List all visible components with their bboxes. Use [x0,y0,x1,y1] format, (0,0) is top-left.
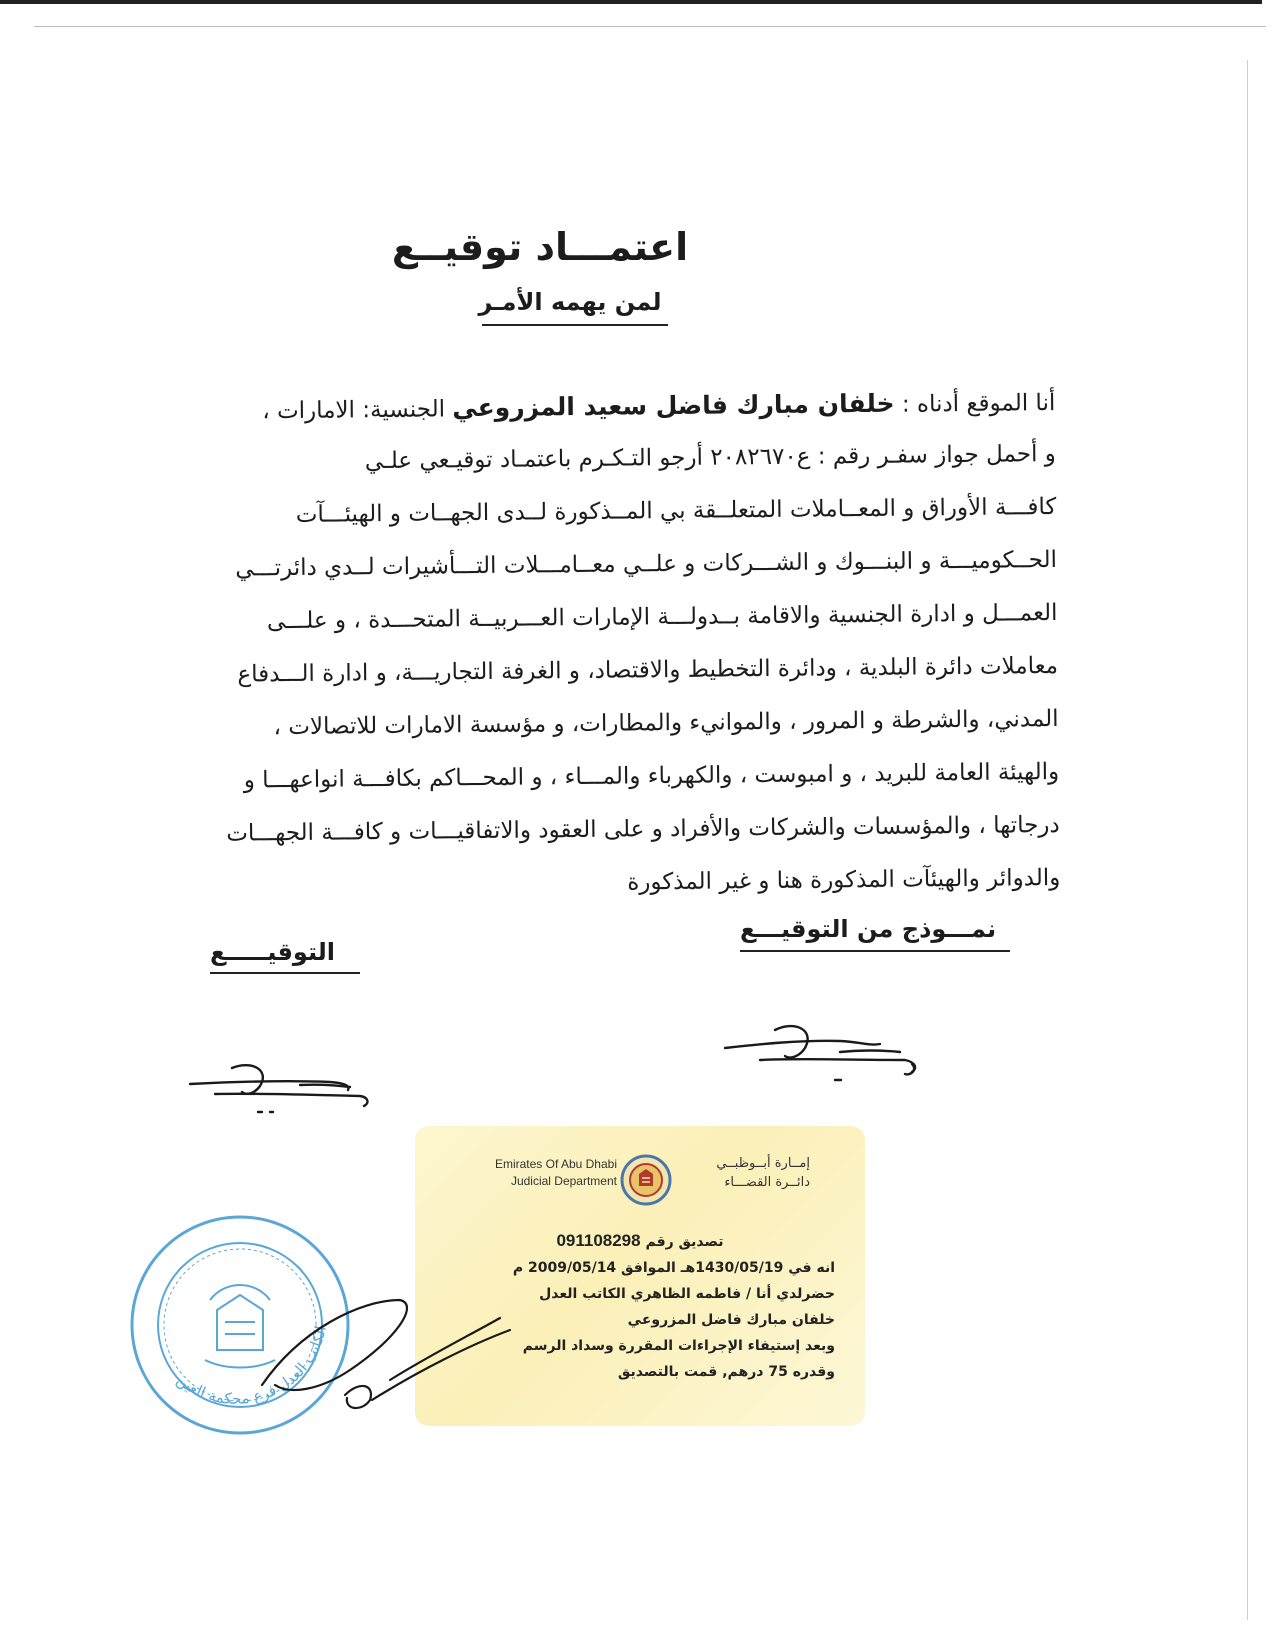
notary-line-4: خلفان مبارك فاضل المزروعي [627,1312,835,1328]
body-line-4: الحــكوميـــة و البنـــوك و الشـــركات و علــي معــامـــلات التـــأشيرات لــدي دائرتـــي [235,546,1058,582]
notary-line-6: وقدره 75 درهم, قمت بالتصديق [617,1364,835,1380]
signature-label: التوقيـــــع [210,938,336,966]
signer-name: خلفان مبارك فاضل سعيد المزروعي [452,388,895,423]
stamp-english-line2: Judicial Department [510,1174,617,1188]
stamp-english-line1: Emirates Of Abu Dhabi [494,1157,617,1171]
body-line-3: كافـــة الأوراق و المعــاملات المتعلــقة بي المــذكورة لــدى الجهــات و الهيئـــآت [295,493,1057,528]
body-line-7: المدني، والشرطة و المرور ، والموانيء والمطارات، و مؤسسة الامارات للاتصالات ، [273,705,1059,741]
seal-text-path: الكاتب العدل فرع محكمة العين [173,1324,330,1408]
document-title: اعتمـــاد توقيــع [391,225,689,269]
body-line-10: والدوائر والهيئآت المذكورة هنا و غير المذكورة [627,864,1061,896]
sample-signature-label: نمـــوذج من التوقيـــع [740,915,997,943]
body-line-8: والهيئة العامة للبريد ، و امبوست ، والكهرباء والمـــاء ، و المحـــاكم بكافـــة انواعهـــا و [243,758,1060,794]
body-line-9: درجاتها ، والمؤسسات والشركات والأفراد و على العقود والاتفاقيـــات و كافـــة الجهـــات [226,811,1060,847]
stamp-arabic-line1: إمــارة أبــوظبــي [716,1156,810,1171]
body-line-5: العمـــل و ادارة الجنسية والاقامة بــدولـــة الإمارات العـــربيــة المتحـــدة ، و علـــى [266,599,1058,635]
date-line: انه في 1430/05/19هـ الموافق 2009/05/14 م [512,1260,835,1276]
body-line-1-suffix: الجنسية: الامارات ، [262,396,453,425]
body-line-6: معاملات دائرة البلدية ، ودائرة التخطيط والاقتصاد، و الغرفة التجاريـــة، و ادارة الـــدفاع [237,652,1059,688]
document-subtitle: لمن يهمه الأمـر [478,288,662,316]
notary-line-3: حضرلدي أنا / فاطمه الظاهري الكاتب العدل [539,1286,835,1302]
cert-number: 091108298 [556,1231,641,1250]
cert-label: تصديق رقم [645,1234,724,1250]
stamp-arabic-line2: دائــرة القضـــاء [724,1175,810,1190]
body-line-1-prefix: أنا الموقع أدناه : [894,389,1056,418]
body-line-2: و أحمل جواز سفـر رقم : ع٢٠٨٢٦٧٠ أرجو التـكـرم باعتمـاد توقيـعي علـي [364,440,1056,475]
notary-line-5: وبعد إستيفاء الإجراءات المقررة وسداد الرسم [522,1338,835,1354]
